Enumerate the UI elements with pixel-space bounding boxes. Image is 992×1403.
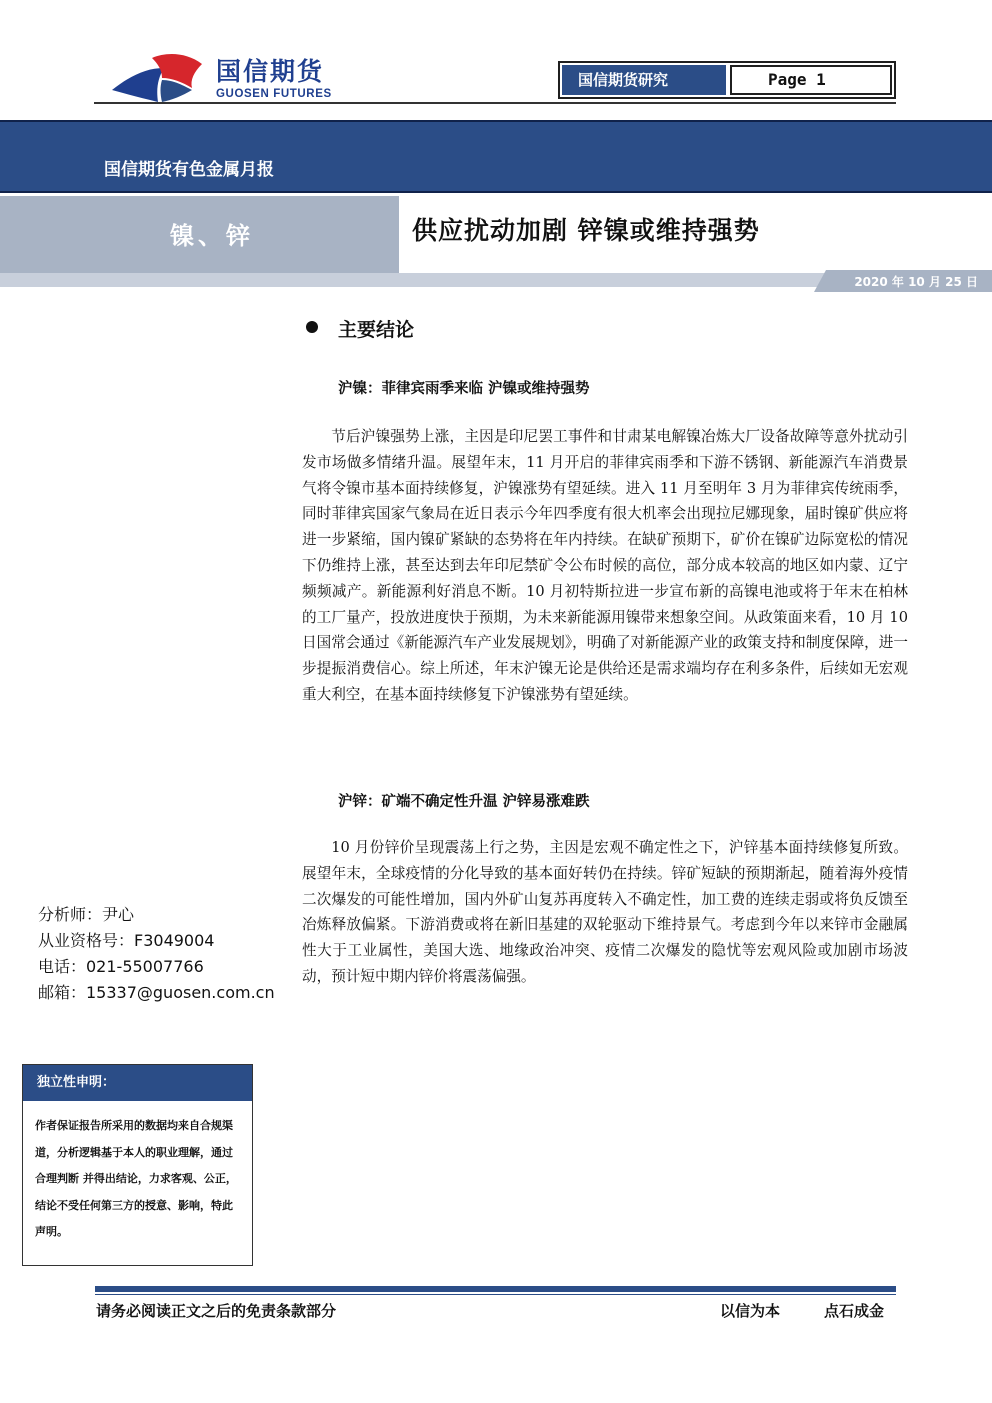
metals-label: 镍、锌 xyxy=(170,221,254,250)
company-logo xyxy=(112,50,342,106)
footer-rule-thick xyxy=(95,1286,896,1292)
analyst-name: 分析师：尹心 xyxy=(38,905,135,924)
footer-motto-2: 点石成金 xyxy=(824,1302,885,1320)
zinc-paragraph: 10 月份锌价呈现震荡上行之势，主因是宏观不确定性之下，沪锌基本面持续修复所致。展望年末，全球疫情的分化导致的基本面好转仍在持续。锌矿短缺的预期渐起，随着海外疫情二次爆发的可能性增加，国内外矿山复苏再度转入不确定性，加工费的连续走弱或将负反馈至冶炼释放偏紧。下游消费或将在新旧基建的双轮驱动下维持景气。考虑到今年以来锌市金融属性大于工业属性，美国大选、地缘政治冲突、疫情二次爆发的隐忧等宏观风险或加剧市场波动，预计短中期内锌价将震荡偏强。 xyxy=(302,839,908,985)
metals-banner xyxy=(0,196,399,273)
analyst-email[interactable]: 邮箱：15337@guosen.com.cn xyxy=(38,983,275,1002)
header-box xyxy=(558,61,896,99)
declaration-heading: 独立性申明： xyxy=(23,1065,252,1101)
section-heading-text: 主要结论 xyxy=(338,319,415,341)
footer-rule-thin xyxy=(95,1294,896,1295)
nickel-paragraph: 节后沪镍强势上涨，主因是印尼罢工事件和甘肃某电解镍冶炼大厂设备故障等意外扰动引发市场做多情绪升温。展望年末，11 月开启的菲律宾雨季和下游不锈钢、新能源汽车消费景气将令镍市基本面持续修复，沪镍涨势有望延续。进入 11 月至明年 3 月为菲律宾传统雨季，同时菲律宾国家气象局在近日表示今年四季度有很大机率会出现拉尼娜现象，届时镍矿供应将进一步紧缩，国内镍矿紧缺的态势将在年内持续。在缺矿预期下，矿价在镍矿边际宽松的情况下仍维持上涨，甚至达到去年印尼禁矿令公布时候的高位，部分成本较高的地区如内蒙、辽宁频频减产。新能源利好消息不断。10 月初特斯拉进一步宣布新的高镍电池或将于年末在柏林的工厂量产，投放进度快于预期，为未来新能源用镍带来想象空间。从政策面来看，10 月 10 日国常会通过《新能源汽车产业发展规划》，明确了对新能源产业的政策支持和制度保障，进一步提振消费信心。综上所述，年末沪镍无论是供给还是需求端均存在利多条件，后续如无宏观重大利空，在基本面持续修复下沪镍涨势有望延续。 xyxy=(302,428,908,703)
nickel-subtitle: 沪镍：菲律宾雨季来临 沪镍或维持强势 xyxy=(338,380,590,397)
logo-english-text: GUOSEN FUTURES xyxy=(216,88,332,100)
page-title: 供应扰动加剧 锌镍或维持强势 xyxy=(412,216,760,245)
page-number: Page 1 xyxy=(730,65,892,95)
analyst-license: 从业资格号：F3049004 xyxy=(38,931,215,950)
analyst-info xyxy=(38,902,275,1006)
independence-declaration xyxy=(22,1064,253,1266)
header-rule xyxy=(94,102,896,104)
report-date: 2020 年 10 月 25 日 xyxy=(854,275,978,289)
analyst-phone: 电话：021-55007766 xyxy=(38,957,204,976)
bullet-icon xyxy=(306,321,318,333)
research-label: 国信期货研究 xyxy=(562,65,726,95)
series-banner xyxy=(0,120,992,193)
zinc-subtitle: 沪锌：矿端不确定性升温 沪锌易涨难跌 xyxy=(338,793,590,810)
guosen-logo-icon xyxy=(112,50,204,106)
footer-motto-1: 以信为本 xyxy=(720,1302,781,1320)
report-series-title: 国信期货有色金属月报 xyxy=(104,160,274,180)
logo-chinese-text: 国信期货 xyxy=(216,57,325,86)
declaration-body: 作者保证报告所采用的数据均来自合规渠道，分析逻辑基于本人的职业理解，通过合理判断 并得出结论，力求客观、公正，结论不受任何第三方的授意、影响，特此声明。 xyxy=(35,1119,237,1238)
footer-disclaimer: 请务必阅读正文之后的免责条款部分 xyxy=(96,1302,337,1320)
